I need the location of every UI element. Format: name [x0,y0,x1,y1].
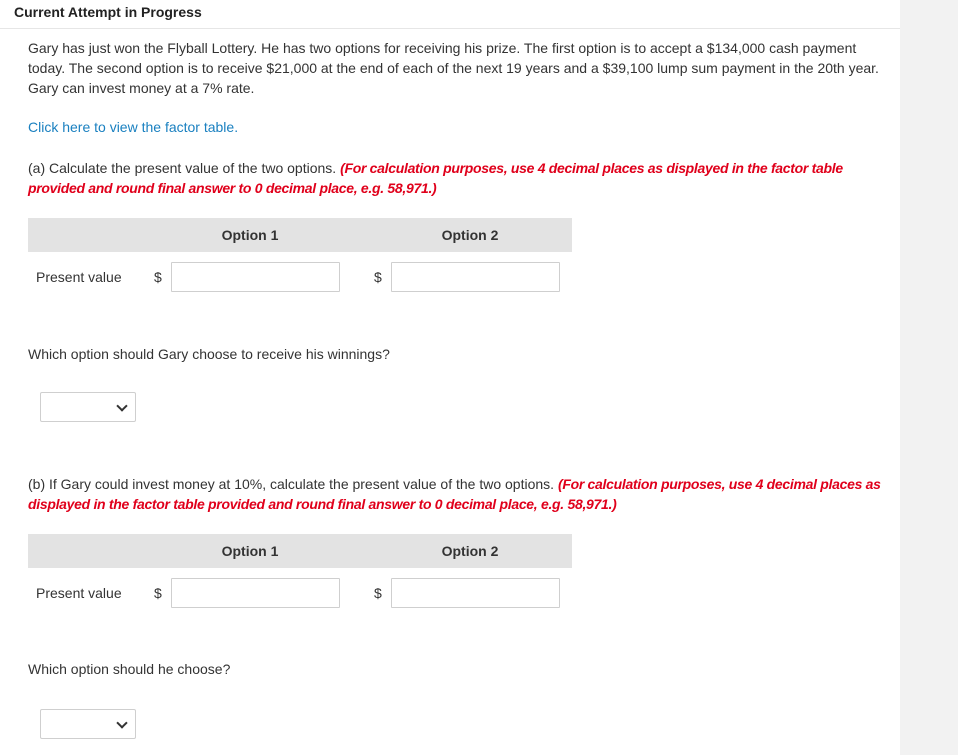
part-b-col-option2: Option 2 [441,543,499,559]
part-b-row-label: Present value [36,585,122,601]
chevron-down-icon [116,400,127,411]
part-b-question [28,474,888,514]
part-b-prompt: (b) If Gary could invest money at 10%, calculate the present value of the two options. [28,476,558,492]
chevron-down-icon [116,717,127,728]
part-b-option1-currency: $ [154,585,162,601]
part-a-option1-input[interactable] [171,262,340,292]
right-gutter [900,0,958,755]
part-b-choice-question: Which option should he choose? [28,661,231,677]
part-a-instruction: (For calculation purposes, use 4 decimal places as displayed in the factor table provided and round final answer to 0 decimal place, e.g. 58,971.) [28,160,843,196]
problem-statement: Gary has just won the Flyball Lottery. He has two options for receiving his prize. The first option is to accept a $134,000 cash payment today. The second option is to receive $21,000 at the end of each of the next 19 years and a $39,100 lump sum payment in the 20th year. Gary can invest money at a 7% rate. [28,40,879,96]
part-a-option1-currency: $ [154,269,162,285]
part-a-option2-currency: $ [374,269,382,285]
part-b-option2-input[interactable] [391,578,560,608]
part-b-option2-currency: $ [374,585,382,601]
part-a-option2-input[interactable] [391,262,560,292]
part-a-row-label: Present value [36,269,122,285]
attempt-status-header: Current Attempt in Progress [14,4,202,20]
part-a-col-option1: Option 1 [221,227,279,243]
part-b-col-option1: Option 1 [221,543,279,559]
part-b-option1-input[interactable] [171,578,340,608]
part-a-option-select[interactable] [40,392,136,422]
part-a-prompt: (a) Calculate the present value of the two options. [28,160,341,176]
factor-table-link[interactable]: Click here to view the factor table. [28,119,239,135]
header-divider [0,28,900,29]
part-b-table-header [28,534,572,568]
part-a-table-header [28,218,572,252]
part-b-instruction: (For calculation purposes, use 4 decimal places as displayed in the factor table provided and round final answer to 0 decimal place, e.g. 58,971.) [28,476,881,512]
part-b-option-select[interactable] [40,709,136,739]
part-a-question [28,158,888,198]
part-a-col-option2: Option 2 [441,227,499,243]
part-a-choice-question: Which option should Gary choose to receive his winnings? [28,346,390,362]
